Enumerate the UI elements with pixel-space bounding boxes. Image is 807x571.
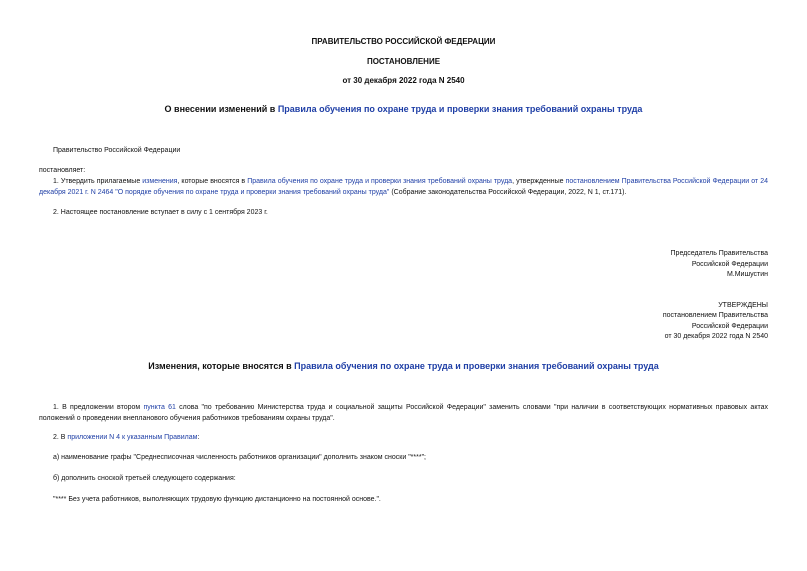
title-prefix: О внесении изменений в bbox=[164, 104, 278, 114]
changes-rules-link[interactable]: Правила обучения по охране труда и проверки знания требований охраны труда bbox=[294, 361, 659, 371]
paragraph-1-text-g: (Собрание законодательства Российской Федерации, 2022, N 1, ст.171). bbox=[389, 189, 627, 196]
resolution-2464-link[interactable]: постановлением Правительства Российской Федерации от 24 декабря 2021 г. N 2464 "О порядке обучения по охране труда и проверки знания требований охраны труда" bbox=[39, 178, 768, 196]
government-heading: ПРАВИТЕЛЬСТВО РОССИЙСКОЙ ФЕДЕРАЦИИ bbox=[311, 37, 496, 46]
paragraph-1 bbox=[39, 176, 768, 198]
paragraph-2: 2. Настоящее постановление вступает в силу с 1 сентября 2023 г. bbox=[53, 209, 268, 216]
paragraph-1-text-a: 1. Утвердить прилагаемые bbox=[53, 178, 143, 185]
clause-61-link[interactable]: пункта 61 bbox=[143, 404, 176, 411]
paragraph-1-text-c: , которые вносятся в bbox=[177, 178, 248, 185]
paragraph-1-text-e: , утвержденные bbox=[512, 178, 566, 185]
change-1 bbox=[39, 402, 768, 424]
changes-title bbox=[0, 361, 807, 371]
change-2 bbox=[53, 432, 199, 443]
footnote: "**** Без учета работников, выполняющих трудовую функцию дистанционно на постоянной основе.". bbox=[53, 496, 381, 503]
rules-link-inline[interactable]: Правила обучения по охране труда и проверки знания требований охраны труда bbox=[247, 178, 513, 185]
changes-title-prefix: Изменения, которые вносятся в bbox=[148, 361, 295, 371]
change-1-text-c: слова "по требованию Министерства труда и социальной защиты Российской Федерации" заменить словами "при наличии в соответствующих нормативных правовых актах положений о проведении внепланового обучения работников требованиям охраны труда". bbox=[39, 404, 768, 422]
approved-heading: УТВЕРЖДЕНЫ bbox=[718, 302, 768, 309]
document-date-number: от 30 декабря 2022 года N 2540 bbox=[342, 76, 465, 85]
signature-country: Российской Федерации bbox=[691, 261, 768, 268]
decrees-verb: постановляет: bbox=[39, 167, 86, 174]
signature-position: Председатель Правительства bbox=[670, 250, 768, 257]
approved-country: Российской Федерации bbox=[691, 323, 768, 330]
document-type: ПОСТАНОВЛЕНИЕ bbox=[366, 57, 441, 66]
changes-link[interactable]: изменения bbox=[142, 178, 178, 185]
approved-by: постановлением Правительства bbox=[662, 312, 768, 319]
signature-name: М.Мишустин bbox=[726, 271, 768, 278]
approved-date: от 30 декабря 2022 года N 2540 bbox=[664, 333, 768, 340]
change-2-text-c: : bbox=[197, 434, 200, 441]
change-1-text-a: 1. В предложении втором bbox=[53, 404, 144, 411]
appendix-4-link[interactable]: приложении N 4 к указанным Правилам bbox=[67, 434, 198, 441]
issuer: Правительство Российской Федерации bbox=[53, 147, 181, 154]
rules-link[interactable]: Правила обучения по охране труда и проверки знания требований охраны труда bbox=[277, 104, 643, 114]
change-2-text-a: 2. В bbox=[53, 434, 68, 441]
document-title bbox=[0, 104, 807, 114]
item-b: б) дополнить сноской третьей следующего содержания: bbox=[53, 475, 236, 482]
item-a: а) наименование графы "Среднесписочная численность работников организации" дополнить знаком сноски "****"; bbox=[53, 454, 426, 461]
